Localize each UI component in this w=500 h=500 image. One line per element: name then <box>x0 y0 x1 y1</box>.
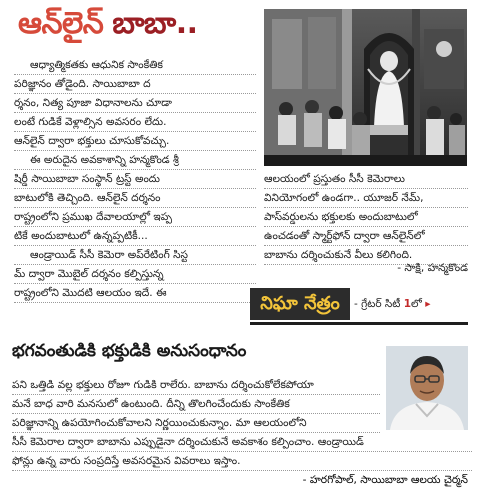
article-line: రాష్ట్రంలోని ప్రముఖ దేవాలయాల్లో ఇప్ప <box>14 208 256 227</box>
article-line: ఆండ్రాయిడ్ సీసీ కెమెరా అప్‌రేటింగ్ సిస్ట <box>14 246 256 265</box>
article-line: టికే అందుబాటులో ఉన్నప్పటికీ... <box>14 227 256 246</box>
article-line: ఆన్‌లైన్ ద్వారా భక్తులు చూసుకోవచ్చు. <box>14 132 256 151</box>
story2-line: సీసీ కెమెరాల ద్వారా బాబాను ఎప్పుడైనా దర్శించుకునే అవకాశం కల్పించాం. ఆండ్రాయిడ్ <box>12 433 472 452</box>
story2-title: భగవంతుడికి భక్తుడికి అనుసంధానం <box>12 341 247 361</box>
article-line: ఈ అరుదైన అవకాశాన్ని హన్మకొండ శ్రీ <box>14 151 256 170</box>
caption-credit: - సాక్షి, హన్మకొండ <box>397 262 468 274</box>
article-line: రాష్ట్రంలోని మొదటి ఆలయం ఇదే. ఈ <box>14 284 256 303</box>
story2-line: ఫోన్లు ఉన్న వారు సంప్రదిస్తే అవసరమైన వివరాలు ఇస్తాం. <box>12 452 472 471</box>
caption-line: బాబాను దర్శించుకునే వీలు కలిగింది. <box>264 246 468 265</box>
caption-line: వినియోగంలో ఉండగా.. యూజర్ నేమ్, <box>264 189 468 208</box>
section-divider <box>250 322 468 325</box>
section-subtitle-number: 1 <box>403 298 412 310</box>
section-subtitle-suffix: లో <box>411 298 422 310</box>
headline-part2: బాబా.. <box>112 6 198 41</box>
headline-part1: ఆన్‌లైన్ <box>18 6 104 41</box>
article-body <box>14 56 256 303</box>
temple-photo-illustration <box>264 9 467 166</box>
article-line: పరిజ్ఞానం తోడైంది. సాయిబాబా ద <box>14 75 256 94</box>
headline <box>18 4 198 44</box>
article-line: లంటే గుడికే వెళ్లాల్సిన అవసరం లేదు. <box>14 113 256 132</box>
temple-photo <box>264 9 467 166</box>
story2-credit-name: - హరగోపాల్, <box>302 474 357 486</box>
article-line: ఆధ్యాత్మికతకు ఆధునిక సాంకేతిక <box>14 56 256 75</box>
photo-caption <box>264 170 468 265</box>
story2-line: పరిజ్ఞానాన్ని ఉపయోగించుకోవాలని నిర్ణయించుకున్నాం. మా ఆలయంలోని <box>12 414 380 433</box>
article-line: షిర్డీ సాయిబాబా సంస్థాన్ ట్రస్ట్ అందు <box>14 170 256 189</box>
story2-line: మనే బాధ వారి మనసులో ఉంటుంది. దీన్ని తొలగించేందుకు సాంకేతిక <box>12 395 380 414</box>
article-line: బాటులోకి తెచ్చింది. ఆన్‌లైన్ దర్శనం <box>14 189 256 208</box>
article-line: ర్శనం, నిత్య పూజా విధానాలను చూడా <box>14 94 256 113</box>
section-label: నిఘా నేత్రం <box>250 288 350 320</box>
story2-credit <box>12 474 468 489</box>
story2-line: పని ఒత్తిడి వల్ల భక్తులు రోజూ గుడికి రాలేరు. బాబాను దర్శించుకోలేకపోయా <box>12 376 380 395</box>
article-line: మ్ ద్వారా మొబైల్ దర్శనం కల్పిస్తున్న <box>14 265 256 284</box>
section-subtitle <box>354 288 468 320</box>
caption-line: ఉంచడంతో స్మార్ట్‌ఫోన్ ద్వారా ఆన్‌లైన్‌లో <box>264 227 468 246</box>
caption-line: పాస్‌వర్డులను భక్తులకు అందుబాటులో <box>264 208 468 227</box>
story2-body <box>12 376 472 471</box>
story2-credit-role: సాయిబాబా ఆలయ చైర్మన్ <box>356 474 468 486</box>
section-bar <box>250 288 468 320</box>
play-arrow-icon: ▸ <box>425 298 431 310</box>
caption-line: ఆలయంలో ప్రస్తుతం సీసీ కెమెరాలు <box>264 170 468 189</box>
section-subtitle-prefix: - గ్రేటర్ సిటీ <box>354 298 404 310</box>
